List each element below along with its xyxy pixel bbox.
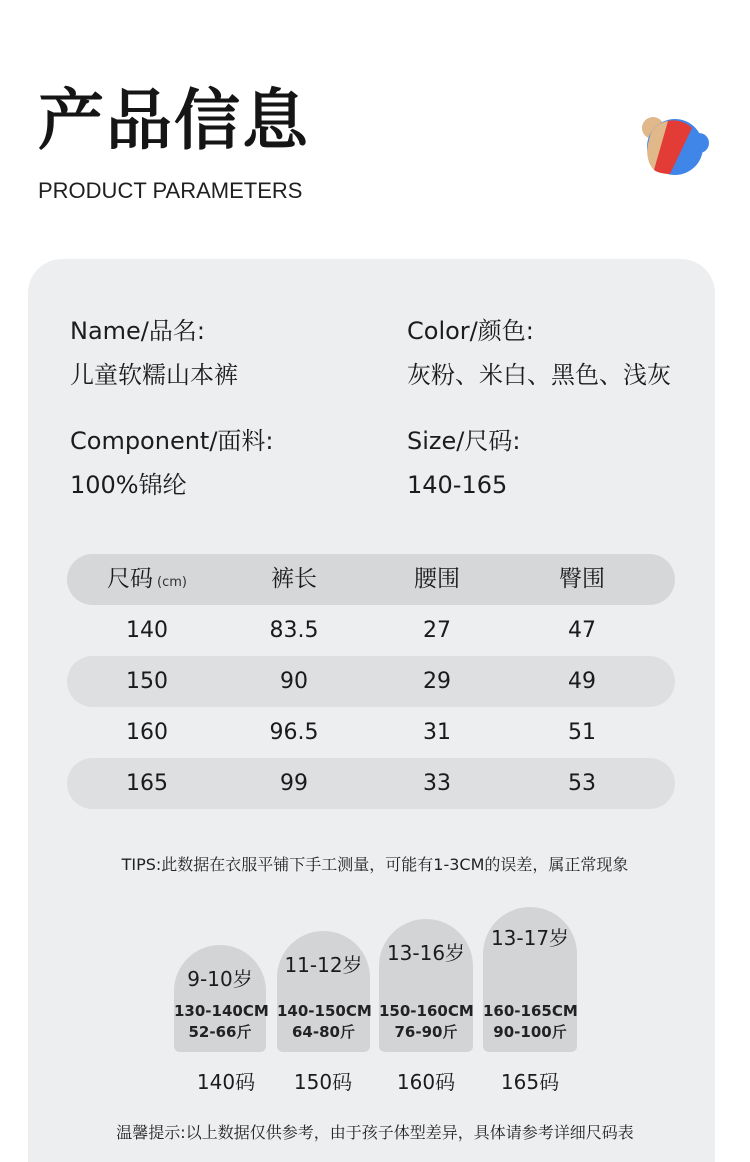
param-component-label: Component/面料: [70, 427, 274, 455]
cell-size: 165 [126, 771, 168, 796]
param-color [407, 313, 671, 393]
table-row [67, 758, 675, 809]
param-name [70, 313, 238, 393]
header-unit: (cm) [157, 575, 187, 590]
param-name-label: Name/品名: [70, 317, 205, 345]
size-weight: 90-100斤 [493, 1023, 567, 1041]
table-row [67, 656, 675, 707]
param-name-value: 儿童软糯山本裤 [70, 361, 238, 389]
page-title: 产品信息 [38, 82, 310, 159]
cell-size: 140 [126, 618, 168, 643]
cell-hip: 53 [568, 771, 596, 796]
size-badge-165 [483, 907, 577, 1052]
size-height: 140-150CM [277, 1002, 372, 1020]
size-code: 165码 [500, 1070, 560, 1094]
size-weight: 52-66斤 [188, 1023, 252, 1041]
size-age: 11-12岁 [284, 953, 363, 977]
size-table-header [67, 554, 675, 605]
brand-logo-icon [640, 114, 710, 176]
size-height: 130-140CM [174, 1002, 269, 1020]
param-color-value: 灰粉、米白、黑色、浅灰 [407, 361, 671, 389]
size-code: 140码 [196, 1070, 256, 1094]
param-size [407, 423, 520, 503]
size-height: 160-165CM [483, 1002, 578, 1020]
size-table [67, 554, 675, 809]
size-height: 150-160CM [379, 1002, 474, 1020]
cell-size: 160 [126, 720, 168, 745]
size-badge-160 [379, 919, 473, 1052]
cell-hip: 51 [568, 720, 596, 745]
size-badge-140 [174, 945, 269, 1052]
cell-waist: 33 [423, 771, 451, 796]
cell-length: 90 [280, 669, 308, 694]
cell-length: 96.5 [269, 720, 319, 745]
cell-size: 150 [126, 669, 168, 694]
cell-hip: 49 [568, 669, 596, 694]
cell-length: 99 [280, 771, 308, 796]
size-weight: 76-90斤 [394, 1023, 458, 1041]
cell-waist: 31 [423, 720, 451, 745]
header-length: 裤长 [271, 566, 317, 592]
param-component-value: 100%锦纶 [70, 471, 187, 499]
reference-note: 温馨提示:以上数据仅供参考，由于孩子体型差异，具体请参考详细尺码表 [116, 1123, 634, 1142]
cell-waist: 27 [423, 618, 451, 643]
table-row [67, 605, 675, 656]
size-weight: 64-80斤 [292, 1023, 355, 1041]
size-code: 160码 [396, 1070, 456, 1094]
cell-hip: 47 [568, 618, 596, 643]
size-age: 9-10岁 [187, 967, 253, 991]
size-age: 13-16岁 [386, 941, 466, 965]
header-waist: 腰围 [414, 566, 460, 592]
header-size: 尺码 (cm) [107, 566, 187, 592]
size-age: 13-17岁 [490, 926, 570, 950]
param-size-value: 140-165 [407, 471, 508, 499]
table-row [67, 707, 675, 758]
size-badge-150 [277, 931, 370, 1052]
header-hip: 臀围 [559, 566, 605, 592]
param-size-label: Size/尺码: [407, 427, 521, 455]
cell-length: 83.5 [269, 618, 319, 643]
page-subtitle: PRODUCT PARAMETERS [38, 178, 303, 203]
measurement-tips: TIPS:此数据在衣服平铺下手工测量，可能有1-3CM的误差，属正常现象 [121, 855, 629, 874]
param-component [70, 423, 274, 503]
param-color-label: Color/颜色: [407, 317, 534, 345]
cell-waist: 29 [423, 669, 451, 694]
size-code: 150码 [293, 1070, 353, 1094]
